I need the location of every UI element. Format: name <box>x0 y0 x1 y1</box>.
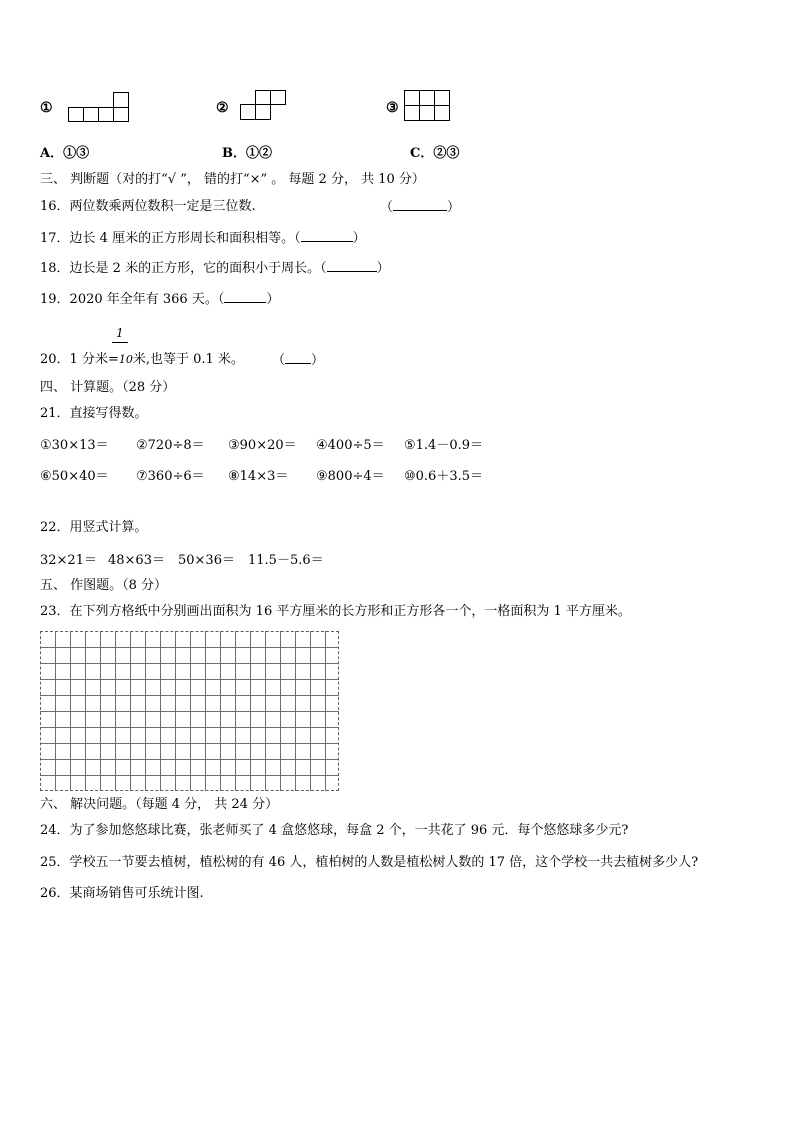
q18-line[interactable] <box>40 260 390 277</box>
q17-line[interactable] <box>40 230 366 247</box>
q21-item-4: ④400÷5＝ <box>316 438 385 453</box>
q20-answer-blank[interactable] <box>272 352 324 369</box>
choice-b: B．①② <box>222 146 272 161</box>
q20-line <box>40 352 244 368</box>
q18-text: 18．边长是 2 米的正方形，它的面积小于周长。（ <box>40 261 327 276</box>
q16-text: 16．两位数乘两位数积一定是三位数. <box>40 199 256 214</box>
q21-item-7: ⑦360÷6＝ <box>136 469 205 484</box>
q21-item-6: ⑥50×40＝ <box>40 469 109 484</box>
q20-prefix: 20．1 分米= <box>40 352 119 367</box>
q21-item-5: ⑤1.4－0.9＝ <box>404 438 484 453</box>
figure-2-label: ② <box>216 100 229 116</box>
q22-item-1: 32×21＝ <box>40 553 97 568</box>
figure-3-net <box>404 90 452 122</box>
figure-1-label: ① <box>40 100 53 116</box>
square-grid-paper[interactable] <box>40 631 339 791</box>
q17-paren-close: ） <box>352 231 366 246</box>
choice-a: A．①③ <box>40 146 90 161</box>
q20-fraction-denominator: 10 <box>118 353 133 366</box>
q20-paren-open: （ <box>272 353 286 368</box>
q24-text: 24．为了参加悠悠球比赛，张老师买了 4 盒悠悠球，每盒 2 个，一共花了 96 元．每个悠悠球多少元? <box>40 823 629 838</box>
q21-item-9: ⑨800÷4＝ <box>316 469 385 484</box>
q26-text: 26．某商场销售可乐统计图. <box>40 886 204 901</box>
q22-text: 22．用竖式计算。 <box>40 520 148 535</box>
q19-line[interactable] <box>40 291 279 308</box>
q18-paren-close: ） <box>376 261 390 276</box>
q16-answer-blank[interactable] <box>380 199 460 216</box>
choice-c: C．②③ <box>410 146 460 161</box>
q22-item-4: 11.5－5.6＝ <box>248 553 324 568</box>
figure-3-label: ③ <box>386 100 399 116</box>
q16-paren-open: （ <box>380 200 394 215</box>
section-4-heading: 四、 计算题。（28 分） <box>40 380 176 395</box>
q25-text: 25．学校五一节要去植树，植松树的有 46 人，植柏树的人数是植松树人数的 17 倍，这个学校一共去植树多少人? <box>40 855 699 870</box>
q23-text: 23．在下列方格纸中分别画出面积为 16 平方厘米的长方形和正方形各一个，一格面积为 1 平方厘米。 <box>40 604 631 619</box>
q21-text: 21．直接写得数。 <box>40 406 148 421</box>
q20-suffix: 米,也等于 0.1 米。 <box>132 352 244 367</box>
section-5-heading: 五、 作图题。（8 分） <box>40 578 168 593</box>
q20-fraction-numerator: 1 <box>116 326 124 340</box>
q21-item-8: ⑧14×3＝ <box>228 469 289 484</box>
q16-paren-close: ） <box>447 200 461 215</box>
section-3-heading: 三、 判断题（对的打“√ ”， 错的打“×” 。 每题 2 分， 共 10 分） <box>40 172 425 187</box>
q20-paren-close: ） <box>311 353 325 368</box>
q20-fraction-bar <box>112 342 128 343</box>
q21-item-10: ⑩0.6＋3.5＝ <box>404 469 484 484</box>
q19-paren-close: ） <box>266 292 280 307</box>
q21-item-1: ①30×13＝ <box>40 438 109 453</box>
section-6-heading: 六、 解决问题。（每题 4 分， 共 24 分） <box>40 797 279 812</box>
q17-text: 17．边长 4 厘米的正方形周长和面积相等。（ <box>40 231 301 246</box>
q21-item-2: ②720÷8＝ <box>136 438 205 453</box>
figure-2-net <box>240 90 290 120</box>
q19-text: 19．2020 年全年有 366 天。（ <box>40 292 225 307</box>
q22-item-2: 48×63＝ <box>108 553 165 568</box>
q22-item-3: 50×36＝ <box>178 553 235 568</box>
q21-item-3: ③90×20＝ <box>228 438 297 453</box>
figure-1-net <box>68 92 132 122</box>
